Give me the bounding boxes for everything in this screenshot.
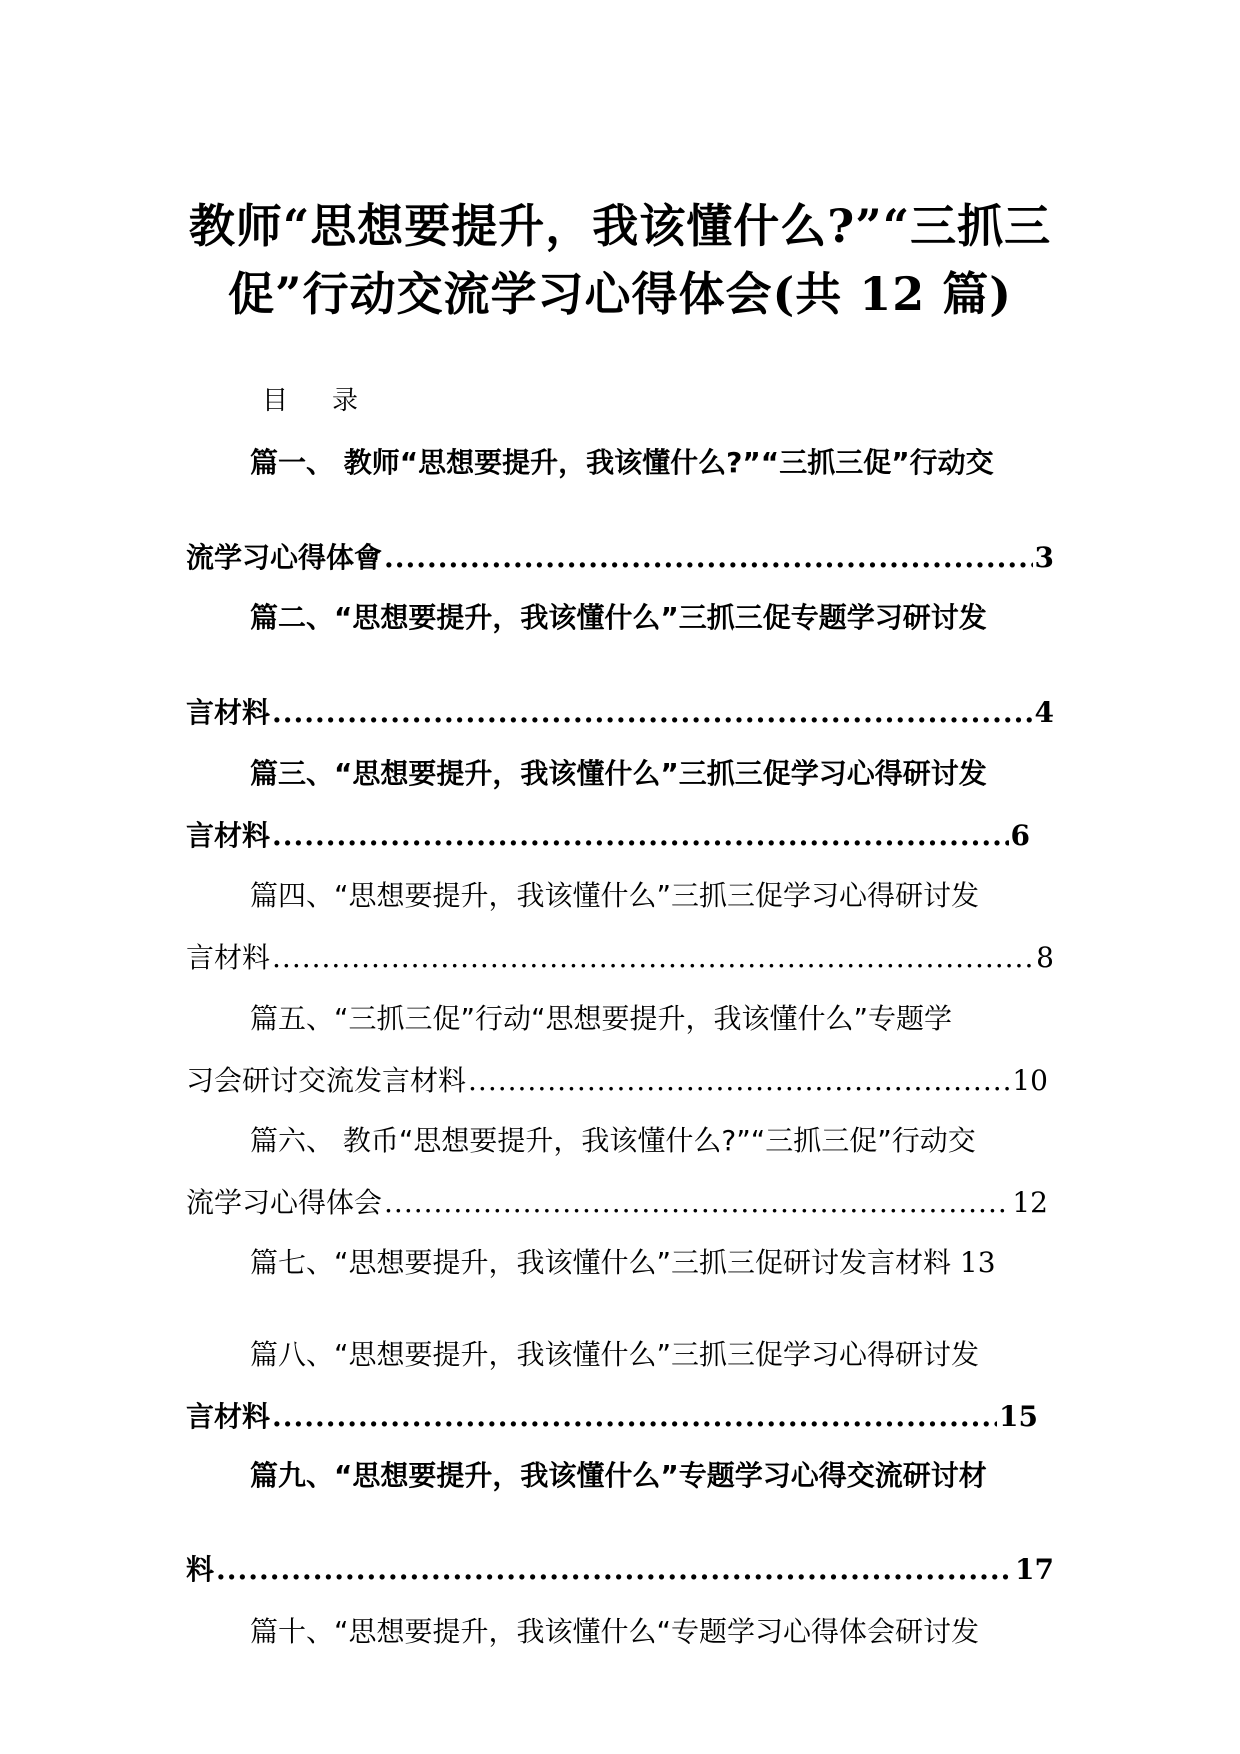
- toc-entry-4-line-1[interactable]: 篇四、“思想要提升，我该懂什么”三抓三促学习心得研讨发: [250, 879, 980, 912]
- toc-entry-8-line-2[interactable]: [186, 1397, 1038, 1437]
- toc-entry-9-page: 17: [1015, 1553, 1054, 1586]
- toc-heading-char-1: 目: [262, 386, 289, 416]
- toc-entry-1-line-1[interactable]: 篇一、 教师“思想要提升，我该懂什么?”“三抓三促”行动交: [250, 446, 994, 479]
- toc-entry-9-line-2[interactable]: [186, 1550, 1054, 1590]
- toc-entry-1-page: 3: [1034, 541, 1054, 574]
- toc-entry-6-page: 12: [1012, 1186, 1048, 1219]
- toc-entry-5-line-1[interactable]: 篇五、“三抓三促”行动“思想要提升，我该懂什么”专题学: [250, 1002, 953, 1035]
- toc-entry-8-title-end: 言材料: [186, 1400, 271, 1433]
- toc-entry-7[interactable]: [250, 1243, 996, 1283]
- toc-dot-leader: [468, 1061, 1010, 1101]
- toc-dot-leader: [272, 693, 1033, 733]
- toc-entry-2-line-1[interactable]: 篇二、“思想要提升，我该懂什么”三抓三促专题学习研讨发: [250, 601, 987, 634]
- toc-entry-10-line-1[interactable]: 篇十、“思想要提升，我该懂什么“专题学习心得体会研讨发: [250, 1615, 980, 1648]
- toc-entry-8-page: 15: [999, 1400, 1038, 1433]
- toc-entry-3-line-1[interactable]: 篇三、“思想要提升，我该懂什么”三抓三促学习心得研讨发: [250, 757, 987, 790]
- toc-entry-6-line-1[interactable]: 篇六、 教币“思想要提升，我该懂什么?”“三抓三促”行动交: [250, 1124, 976, 1157]
- toc-entry-2-line-2[interactable]: [186, 693, 1054, 733]
- toc-entry-7-page: 13: [959, 1246, 996, 1279]
- toc-entry-3-line-2[interactable]: [186, 816, 1030, 856]
- toc-entry-2-page: 4: [1034, 696, 1054, 729]
- toc-entry-8-line-1[interactable]: 篇八、“思想要提升，我该懂什么”三抓三促学习心得研讨发: [250, 1338, 980, 1371]
- toc-heading: [262, 380, 358, 417]
- toc-dot-leader: [272, 1397, 997, 1437]
- toc-entry-3-page: 6: [1010, 819, 1030, 852]
- toc-entry-6-title-end: 流学习心得体会: [186, 1186, 383, 1219]
- toc-entry-5-title-end: 习会研讨交流发言材料: [186, 1064, 467, 1097]
- toc-entry-2-title-end: 言材料: [186, 696, 271, 729]
- toc-entry-4-page: 8: [1036, 941, 1054, 974]
- toc-entry-1-title-end: 流学习心得体會: [186, 541, 383, 574]
- title-line-1: 教师“思想要提升，我该懂什么?”“三抓三: [188, 199, 1052, 253]
- toc-entry-9-line-1[interactable]: 篇九、“思想要提升，我该懂什么”专题学习心得交流研讨材: [250, 1459, 987, 1492]
- toc-entry-3-title-end: 言材料: [186, 819, 271, 852]
- toc-dot-leader: [216, 1550, 1013, 1590]
- toc-dot-leader: [272, 938, 1034, 978]
- toc-entry-4-title-end: 言材料: [186, 941, 271, 974]
- toc-entry-9-title-end: 料: [186, 1553, 215, 1586]
- title-line-2: 促”行动交流学习心得体会(共 12 篇): [227, 267, 1013, 321]
- toc-dot-leader: [272, 816, 1009, 856]
- toc-entry-4-line-2[interactable]: [186, 938, 1054, 978]
- toc-entry-7-title: 篇七、“思想要提升，我该懂什么”三抓三促研讨发言材料: [250, 1246, 960, 1279]
- toc-entry-1-line-2[interactable]: [186, 538, 1054, 578]
- toc-dot-leader: [384, 1183, 1010, 1223]
- toc-entry-5-page: 10: [1012, 1064, 1048, 1097]
- toc-heading-char-2: 录: [332, 386, 359, 416]
- toc-entry-5-line-2[interactable]: [186, 1061, 1048, 1101]
- document-title: [150, 192, 1090, 328]
- toc-entry-6-line-2[interactable]: [186, 1183, 1048, 1223]
- toc-dot-leader: [384, 538, 1033, 578]
